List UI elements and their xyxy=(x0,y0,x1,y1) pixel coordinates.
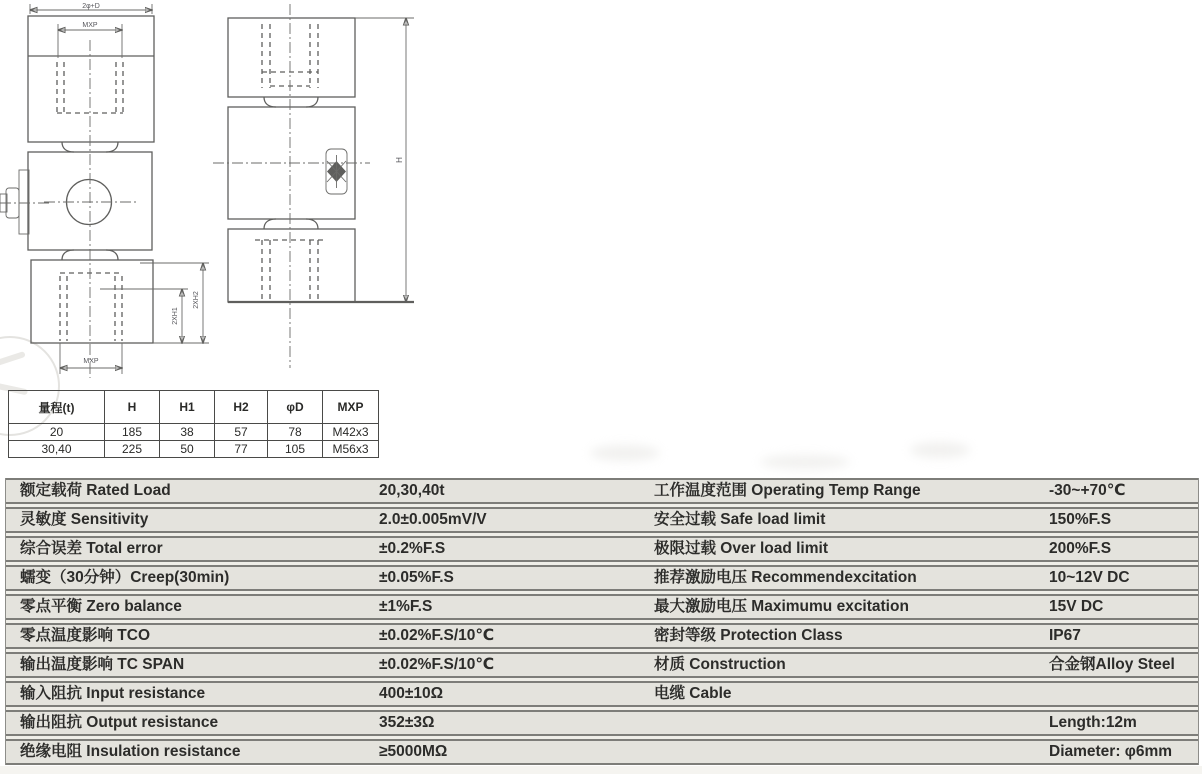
dim-header-mxp: MXP xyxy=(323,391,379,424)
dim-cell: 50 xyxy=(160,441,215,458)
dim-label-top-width: 2φ+D xyxy=(82,3,100,10)
spec-label: 密封等级 Protection Class xyxy=(654,627,843,645)
spec-value: Length:12m xyxy=(1049,714,1137,732)
dimension-table-header-row xyxy=(9,391,379,424)
dim-label-height: H xyxy=(395,157,404,163)
spec-label: 材质 Construction xyxy=(654,656,786,674)
front-view-drawing xyxy=(0,3,209,378)
spec-value: ±0.2%F.S xyxy=(379,540,446,558)
spec-value: 200%F.S xyxy=(1049,540,1112,558)
spec-label: 极限过载 Over load limit xyxy=(654,540,828,558)
spec-row-zero-balance xyxy=(6,594,1198,620)
spec-label: 额定载荷 Rated Load xyxy=(20,482,171,500)
dim-cell: 77 xyxy=(215,441,268,458)
spec-value: Diameter: φ6mm xyxy=(1049,743,1173,761)
spec-row-insulation-resistance xyxy=(6,739,1198,765)
spec-row-creep xyxy=(6,565,1198,591)
spec-label: 输出阻抗 Output resistance xyxy=(20,714,219,732)
dimension-table-row xyxy=(9,441,379,458)
dim-cell: 57 xyxy=(215,424,268,441)
spec-label: 零点平衡 Zero balance xyxy=(20,598,182,616)
spec-label: 综合误差 Total error xyxy=(20,540,163,558)
spec-row-rated-load xyxy=(6,478,1198,504)
spec-row-tc-span xyxy=(6,652,1198,678)
spec-label: 推荐激励电压 Recommendexcitation xyxy=(654,569,917,587)
spec-value: IP67 xyxy=(1049,627,1081,645)
spec-value: 10~12V DC xyxy=(1049,569,1130,587)
spec-label: 电缆 Cable xyxy=(654,685,732,703)
spec-label: 灵敏度 Sensitivity xyxy=(20,511,149,529)
spec-value: 15V DC xyxy=(1049,598,1104,616)
spec-value: ≥5000MΩ xyxy=(379,743,448,761)
spec-value: ±0.02%F.S/10℃ xyxy=(379,627,495,645)
dim-label-2xh1: 2XH1 xyxy=(172,307,179,325)
spec-table xyxy=(5,478,1199,765)
spec-row-tco xyxy=(6,623,1198,649)
spec-value: ±0.05%F.S xyxy=(379,569,454,587)
spec-value: ±0.02%F.S/10℃ xyxy=(379,656,495,674)
dim-cell: 225 xyxy=(105,441,160,458)
dimension-table xyxy=(8,390,379,458)
spec-label: 输出温度影响 TC SPAN xyxy=(20,656,185,674)
watermark-smudge xyxy=(590,445,660,461)
spec-value: 2.0±0.005mV/V xyxy=(379,511,487,529)
spec-value: -30~+70℃ xyxy=(1049,482,1126,500)
spec-value: 352±3Ω xyxy=(379,714,435,732)
dim-cell: 38 xyxy=(160,424,215,441)
dim-header-capacity: 量程(t) xyxy=(9,391,105,424)
bottom-margin-strip xyxy=(0,766,1202,774)
spec-label: 安全过载 Safe load limit xyxy=(654,511,826,529)
dim-label-2xh2: 2XH2 xyxy=(193,291,200,309)
dim-header-h: H xyxy=(105,391,160,424)
spec-label: 零点温度影响 TCO xyxy=(20,627,151,645)
spec-row-input-resistance xyxy=(6,681,1198,707)
spec-value: 合金钢Alloy Steel xyxy=(1049,656,1175,674)
dim-cell: 30,40 xyxy=(9,441,105,458)
spec-value: ±1%F.S xyxy=(379,598,433,616)
spec-value: 20,30,40t xyxy=(379,482,445,500)
spec-label: 最大激励电压 Maximumu excitation xyxy=(654,598,909,616)
spec-row-output-resistance xyxy=(6,710,1198,736)
dim-label-top-thread: MXP xyxy=(82,22,98,29)
dim-header-h1: H1 xyxy=(160,391,215,424)
spec-label: 绝缘电阻 Insulation resistance xyxy=(20,743,241,761)
spec-row-sensitivity xyxy=(6,507,1198,533)
dim-cell: 20 xyxy=(9,424,105,441)
spec-label: 输入阻抗 Input resistance xyxy=(20,685,206,703)
watermark-smudge xyxy=(760,455,850,469)
watermark-smudge xyxy=(910,442,970,458)
spec-label: 工作温度范围 Operating Temp Range xyxy=(654,482,921,500)
dim-cell: M56x3 xyxy=(323,441,379,458)
spec-row-total-error xyxy=(6,536,1198,562)
dim-cell: M42x3 xyxy=(323,424,379,441)
spec-value: 400±10Ω xyxy=(379,685,444,703)
dim-cell: 105 xyxy=(268,441,323,458)
dimension-table-row xyxy=(9,424,379,441)
dim-cell: 185 xyxy=(105,424,160,441)
spec-label: 蠕变（30分钟）Creep(30min) xyxy=(20,569,230,587)
side-view-drawing xyxy=(213,4,414,368)
dim-label-bottom-thread: MXP xyxy=(83,358,99,365)
dim-header-d: φD xyxy=(268,391,323,424)
spec-value: 150%F.S xyxy=(1049,511,1112,529)
dim-header-h2: H2 xyxy=(215,391,268,424)
dim-cell: 78 xyxy=(268,424,323,441)
